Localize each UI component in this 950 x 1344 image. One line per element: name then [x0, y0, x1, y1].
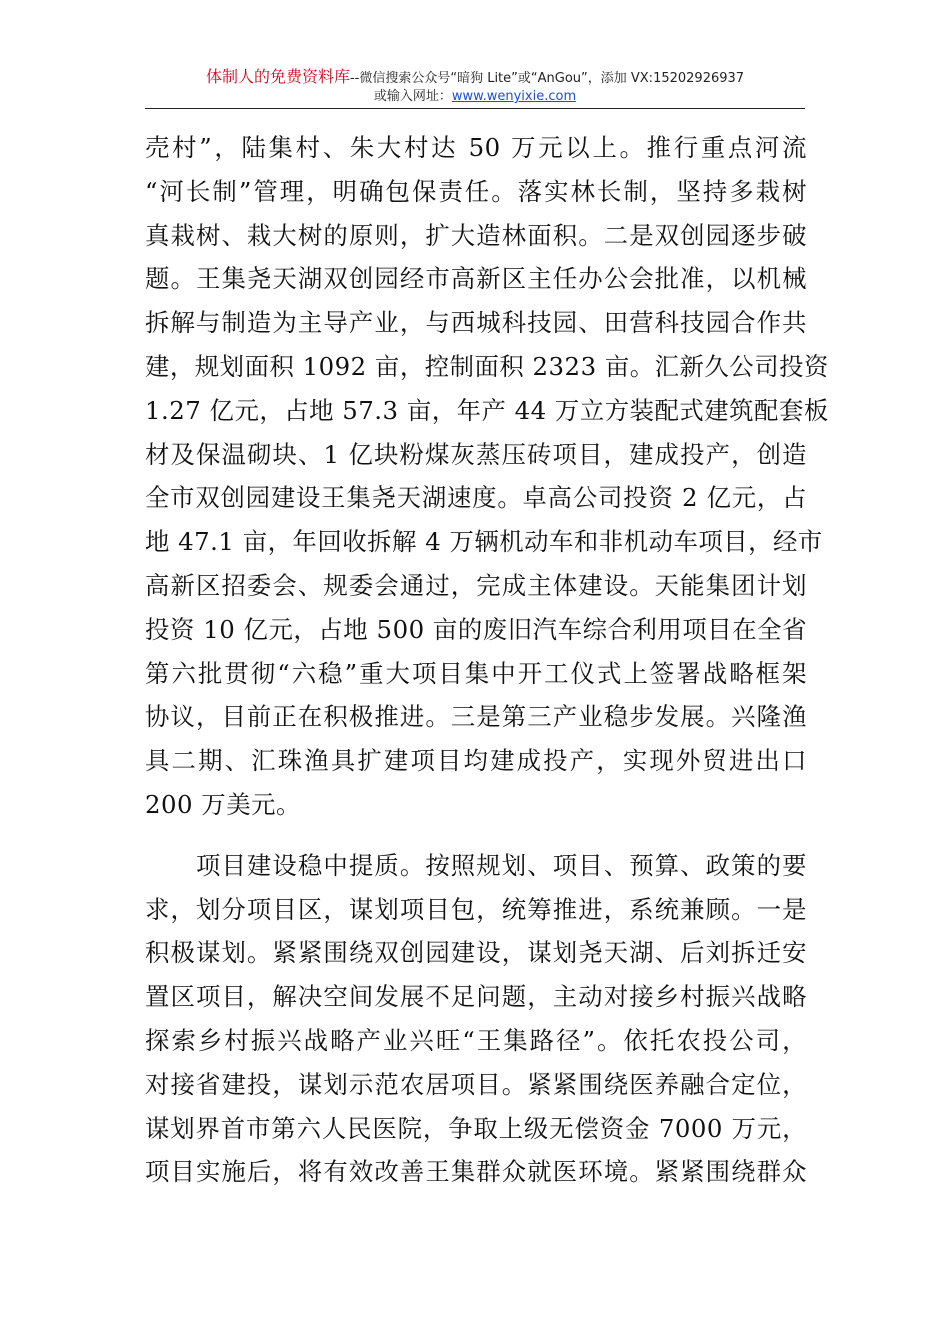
- text-line: 建，规划面积 1092 亩，控制面积 2323 亩。汇新久公司投资: [145, 351, 829, 381]
- text-line: 第六批贯彻“六稳”重大项目集中开工仪式上签署战略框架: [145, 658, 807, 688]
- header-line-1: [145, 68, 805, 88]
- header-brand: 体制人的免费资料库: [205, 67, 350, 86]
- text-line: 探索乡村振兴战略产业兴旺“王集路径”。依托农投公司，: [145, 1025, 807, 1055]
- text-line: 拆解与制造为主导产业，与西城科技园、田营科技园合作共: [145, 308, 807, 338]
- text-line: 投资 10 亿元，占地 500 亩的废旧汽车综合利用项目在全省: [145, 614, 807, 644]
- text-line: 地 47.1 亩，年回收拆解 4 万辆机动车和非机动车项目，经市: [145, 527, 823, 557]
- text-line: 具二期、汇珠渔具扩建项目均建成投产，实现外贸进出口: [145, 746, 807, 776]
- text-line: 对接省建投，谋划示范农居项目。紧紧围绕医养融合定位，: [145, 1069, 807, 1099]
- text-line: 协议，目前正在积极推进。三是第三产业稳步发展。兴隆渔: [145, 702, 807, 732]
- text-line: 积极谋划。紧紧围绕双创园建设，谋划尧天湖、后刘拆迁安: [145, 938, 807, 968]
- text-line: 置区项目，解决空间发展不足问题，主动对接乡村振兴战略: [145, 982, 807, 1012]
- text-line: 项目实施后，将有效改善王集群众就医环境。紧紧围绕群众: [145, 1157, 807, 1187]
- text-line: 项目建设稳中提质。按照规划、项目、预算、政策的要: [145, 850, 807, 880]
- text-line: 真栽树、栽大树的原则，扩大造林面积。二是双创园逐步破: [145, 220, 807, 250]
- document-body: [145, 126, 829, 1194]
- text-line: 求，划分项目区，谋划项目包，统筹推进，系统兼顾。一是: [145, 894, 807, 924]
- paragraph-2: [145, 844, 807, 1194]
- page-header: [145, 68, 805, 109]
- header-note: --微信搜索公众号“暗狗 Lite”或“AnGou”，添加 VX:15202926937: [349, 71, 745, 86]
- text-line: 材及保温砌块、1 亿块粉煤灰蒸压砖项目，建成投产，创造: [145, 439, 807, 469]
- text-line: 题。王集尧天湖双创园经市高新区主任办公会批准，以机械: [145, 264, 807, 294]
- text-line: 高新区招委会、规委会通过，完成主体建设。天能集团计划: [145, 570, 807, 600]
- paragraph-1: [145, 126, 829, 827]
- text-line: 200 万美元。: [145, 789, 301, 819]
- header-url-prefix: 或输入网址：: [373, 89, 452, 104]
- text-line: 1.27 亿元，占地 57.3 亩，年产 44 万立方装配式建筑配套板: [145, 395, 829, 425]
- header-line-2: [145, 88, 805, 106]
- text-line: 谋划界首市第六人民医院，争取上级无偿资金 7000 万元，: [145, 1113, 807, 1143]
- header-url-link[interactable]: www.wenyixie.com: [451, 89, 577, 104]
- text-line: 売村”，陆集村、朱大村达 50 万元以上。推行重点河流: [145, 133, 807, 162]
- text-line: 全市双创园建设王集尧天湖速度。卓高公司投资 2 亿元，占: [145, 483, 807, 513]
- paragraph-gap: [145, 827, 807, 844]
- text-line: “河长制”管理，明确包保责任。落实林长制，坚持多栽树: [145, 176, 807, 206]
